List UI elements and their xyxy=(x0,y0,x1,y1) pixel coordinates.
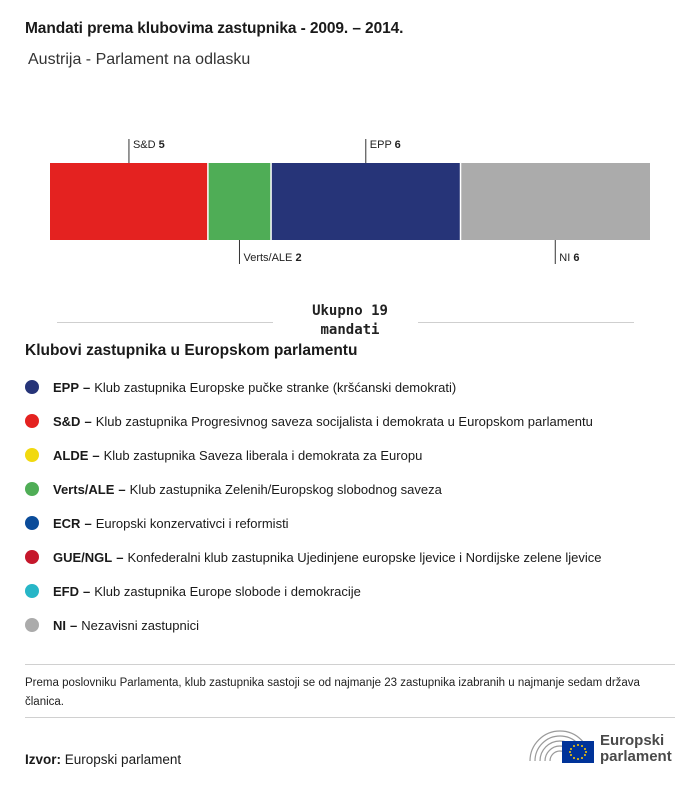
logo-line-2: parlament xyxy=(600,748,672,765)
legend-item xyxy=(25,404,602,438)
legend-abbr: S&D xyxy=(53,413,81,429)
logo-line-1: Europski xyxy=(600,732,665,749)
logo-text xyxy=(600,733,672,765)
legend-item xyxy=(25,608,602,642)
legend-abbr: ALDE xyxy=(53,447,89,463)
legend-separator: – xyxy=(84,515,92,531)
data-label-verts-ale: Verts/ALE 2 xyxy=(243,252,302,264)
chart-title: Mandati prema klubovima zastupnika - 2009. – 2014. xyxy=(25,20,404,37)
legend-dot-icon xyxy=(25,414,39,428)
legend-dot-icon xyxy=(25,550,39,564)
source-value: Europski parlament xyxy=(64,752,182,767)
data-label-epp: EPP 6 xyxy=(369,139,401,151)
source-label: Izvor: xyxy=(25,752,62,767)
legend-text: Nezavisni zastupnici xyxy=(81,617,200,633)
legend-dot-icon xyxy=(25,584,39,598)
legend-separator: – xyxy=(83,583,91,599)
legend xyxy=(25,370,602,642)
legend-separator: – xyxy=(70,617,78,633)
legend-separator: – xyxy=(84,413,92,429)
legend-item xyxy=(25,506,602,540)
legend-abbr: EFD xyxy=(53,583,79,599)
legend-dot-icon xyxy=(25,482,39,496)
legend-separator: – xyxy=(116,549,124,565)
eu-flag-icon xyxy=(562,741,594,763)
legend-abbr: GUE/NGL xyxy=(53,549,113,565)
legend-text: Klub zastupnika Zelenih/Europskog slobodnog saveza xyxy=(129,481,442,497)
total-divider-right xyxy=(418,322,634,323)
data-label-s-d: S&D 5 xyxy=(132,139,165,151)
legend-item xyxy=(25,540,602,574)
legend-abbr: NI xyxy=(53,617,66,633)
legend-item xyxy=(25,472,602,506)
legend-separator: – xyxy=(92,447,100,463)
legend-text: Europski konzervativci i reformisti xyxy=(95,515,289,531)
legend-abbr: ECR xyxy=(53,515,81,531)
legend-text: Klub zastupnika Europe slobode i demokracije xyxy=(94,583,361,599)
bar-segment-s-d xyxy=(50,163,208,240)
legend-item xyxy=(25,574,602,608)
bar-segment-epp xyxy=(271,163,460,240)
legend-dot-icon xyxy=(25,448,39,462)
legend-text: Klub zastupnika Europske pučke stranke (kršćanski demokrati) xyxy=(94,379,457,395)
legend-item xyxy=(25,370,602,404)
total-divider-left xyxy=(57,322,273,323)
legend-dot-icon xyxy=(25,380,39,394)
legend-abbr: Verts/ALE xyxy=(53,481,115,497)
legend-separator: – xyxy=(83,379,91,395)
bar-segment-ni xyxy=(461,163,650,240)
legend-title: Klubovi zastupnika u Europskom parlamentu xyxy=(25,342,358,359)
divider-top xyxy=(25,664,675,665)
legend-dot-icon xyxy=(25,516,39,530)
stacked-bar-chart xyxy=(0,130,700,280)
footnote: Prema poslovniku Parlamenta, klub zastupnika sastoji se od najmanje 23 zastupnika izabranih u najmanje sedam država članica. xyxy=(25,677,640,708)
total-label: Ukupno 19 mandati xyxy=(312,303,388,338)
legend-text: Konfederalni klub zastupnika Ujedinjene europske ljevice i Nordijske zelene ljevice xyxy=(127,549,602,565)
legend-text: Klub zastupnika Progresivnog saveza socijalista i demokrata u Europskom parlamentu xyxy=(95,413,593,429)
data-label-ni: NI 6 xyxy=(559,252,580,264)
legend-item xyxy=(25,438,602,472)
legend-abbr: EPP xyxy=(53,379,80,395)
bar-segment-verts-ale xyxy=(208,163,271,240)
legend-text: Klub zastupnika Saveza liberala i demokrata za Europu xyxy=(103,447,423,463)
chart-subtitle: Austrija - Parlament na odlasku xyxy=(28,51,251,68)
source xyxy=(25,752,181,767)
divider-bottom xyxy=(25,717,675,718)
legend-separator: – xyxy=(118,481,126,497)
legend-dot-icon xyxy=(25,618,39,632)
